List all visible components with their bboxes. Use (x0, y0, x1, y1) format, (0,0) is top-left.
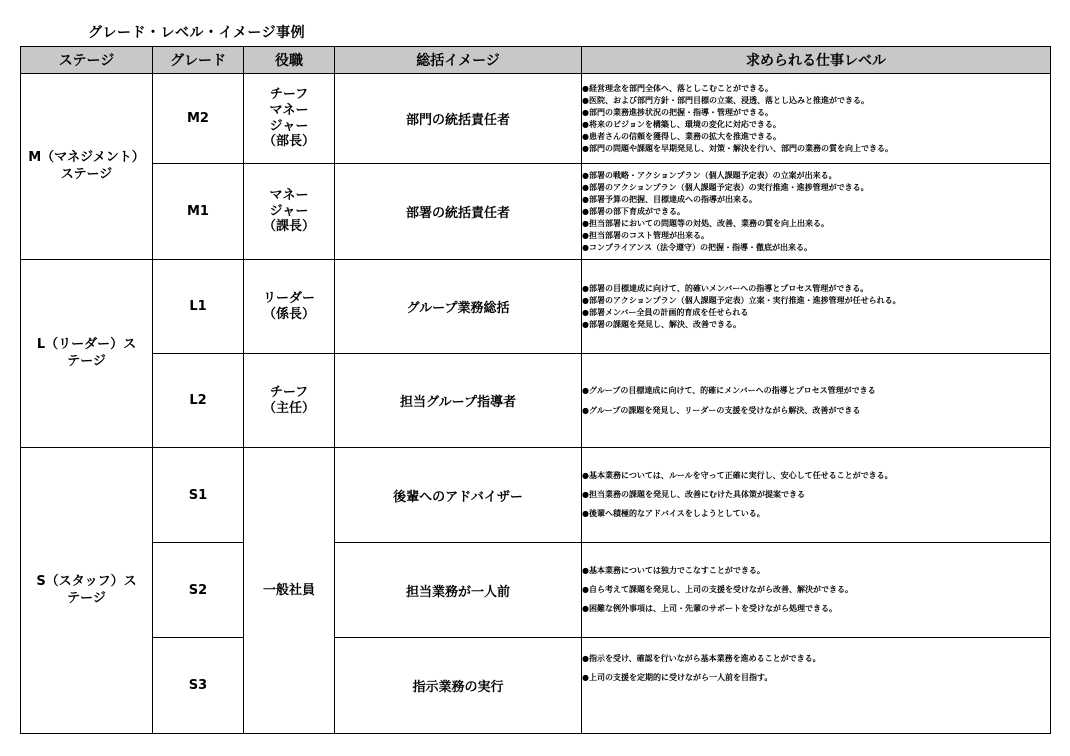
table-row (21, 164, 1051, 260)
requirements-cell (582, 448, 1051, 543)
requirements-cell (582, 354, 1051, 448)
requirement-item: ●後輩へ積極的なアドバイスをしようとしている。 (582, 509, 765, 518)
requirement-item: ●部署の戦略・アクションプラン（個人課題予定表）の立案が出来る。 (582, 170, 837, 180)
header-stage: ステージ (21, 47, 153, 74)
stage-label-line: L（リーダー）ス (36, 337, 137, 353)
requirement-item: ●部署の課題を発見し、解決、改善できる。 (582, 319, 741, 329)
summary-cell: 部署の統括責任者 (335, 164, 582, 260)
grade-cell: M1 (153, 164, 244, 260)
requirement-item: ●部署のアクションプラン（個人課題予定表）の実行推進・進捗管理ができる。 (582, 182, 869, 192)
role-cell (244, 164, 335, 260)
requirement-item: ●部署メンバー全員の計画的育成を任せられる (582, 307, 749, 317)
requirement-item: ●部門の業務進捗状況の把握・指導・管理ができる。 (582, 107, 773, 117)
table-header-row (21, 47, 1051, 74)
summary-cell: 指示業務の実行 (335, 638, 582, 734)
table-row (21, 354, 1051, 448)
requirement-item: ●部署の部下育成ができる。 (582, 206, 685, 216)
requirements-list (582, 470, 1050, 520)
summary-cell: 部門の統括責任者 (335, 74, 582, 164)
stage-label-line: ステージ (60, 166, 113, 182)
summary-cell: 後輩へのアドバイザー (335, 448, 582, 543)
table-row (21, 260, 1051, 354)
table-row (21, 638, 1051, 734)
summary-cell: 担当業務が一人前 (335, 543, 582, 638)
role-line: チーフ (269, 87, 309, 103)
requirement-item: ●上司の支援を定期的に受けながら一人前を目指す。 (582, 673, 773, 682)
requirement-item: ●部署予算の把握、目標達成への指導が出来る。 (582, 194, 757, 204)
summary-cell: グループ業務総括 (335, 260, 582, 354)
role-line: リーダー (262, 290, 315, 306)
requirement-item: ●指示を受け、確認を行いながら基本業務を進めることができる。 (582, 654, 821, 663)
role-cell (244, 448, 335, 734)
summary-cell: 担当グループ指導者 (335, 354, 582, 448)
requirements-cell (582, 543, 1051, 638)
page-title: グレード・レベル・イメージ事例 (88, 25, 306, 41)
stage-cell-l (21, 260, 153, 448)
role-line: ジャー (269, 118, 309, 134)
table-row (21, 543, 1051, 638)
requirements-list (582, 565, 1050, 615)
grade-cell: L1 (153, 260, 244, 354)
header-role: 役職 (244, 47, 335, 74)
requirement-item: ●基本業務については、ルールを守って正確に実行し、安心して任せることができる。 (582, 471, 893, 480)
role-line: （係長） (262, 306, 315, 322)
grade-cell: S1 (153, 448, 244, 543)
requirement-item: ●困難な例外事項は、上司・先輩のサポートを受けながら処理できる。 (582, 604, 837, 613)
stage-label-line: M（マネジメント） (28, 150, 145, 166)
requirement-item: ●医院、および部門方針・部門目標の立案、浸透、落とし込みと推進ができる。 (582, 95, 869, 105)
role-line: （課長） (262, 219, 315, 235)
grade-cell: S2 (153, 543, 244, 638)
requirement-item: ●経営理念を部門全体へ、落としこむことができる。 (582, 83, 773, 93)
requirement-item: ●部署の目標達成に向けて、的確いメンバーへの指導とプロセス管理ができる。 (582, 283, 869, 293)
role-line: 一般社員 (262, 582, 315, 598)
role-line: （主任） (262, 400, 315, 416)
requirements-cell (582, 638, 1051, 734)
table-row (21, 448, 1051, 543)
grade-cell: L2 (153, 354, 244, 448)
requirement-item: ●担当業務の課題を発見し、改善にむけた具体策が提案できる (582, 490, 805, 499)
requirement-item: ●担当部署においての問題等の対処、改善、業務の質を向上出来る。 (582, 218, 829, 228)
grade-cell: S3 (153, 638, 244, 734)
role-line: ジャー (269, 203, 309, 219)
grade-cell: M2 (153, 74, 244, 164)
requirement-item: ●グループの課題を発見し、リーダーの支援を受けながら解決、改善ができる (582, 405, 861, 415)
requirement-item: ●部門の問題や課題を早期発見し、対策・解決を行い、部門の業務の質を向上できる。 (582, 143, 893, 153)
requirement-item: ●グループの目標達成に向けて、的確にメンバーへの指導とプロセス管理ができる (582, 385, 876, 395)
stage-label-line: テージ (67, 353, 106, 369)
stage-label-line: S（スタッフ）ス (36, 574, 137, 590)
stage-cell-m (21, 74, 153, 260)
header-summary: 総括イメージ (335, 47, 582, 74)
table-row (21, 74, 1051, 164)
requirement-item: ●患者さんの信頼を獲得し、業務の拡大を推進できる。 (582, 131, 781, 141)
requirement-item: ●担当部署のコスト管理が出来る。 (582, 230, 709, 240)
requirement-item: ●部署のアクションプラン（個人課題予定表）立案・実行推進・進捗管理が任せられる。 (582, 295, 901, 305)
requirements-cell (582, 74, 1051, 164)
requirements-list (582, 385, 1050, 417)
grade-level-table (20, 46, 1051, 734)
requirements-list (582, 83, 1050, 155)
role-cell (244, 260, 335, 354)
header-requirements: 求められる仕事レベル (582, 47, 1051, 74)
role-line: チーフ (269, 384, 309, 400)
role-line: マネー (269, 102, 309, 118)
requirement-item: ●コンプライアンス（法令遵守）の把握・指導・徹底が出来る。 (582, 242, 812, 252)
role-line: （部長） (262, 134, 315, 150)
stage-cell-s (21, 448, 153, 734)
requirements-list (582, 283, 1050, 331)
requirement-item: ●自ら考えて課題を発見し、上司の支援を受けながら改善、解決ができる。 (582, 585, 853, 594)
role-line: マネー (269, 188, 309, 204)
requirements-list (582, 653, 1050, 684)
requirements-cell (582, 260, 1051, 354)
requirements-cell (582, 164, 1051, 260)
requirement-item: ●基本業務については独力でこなすことができる。 (582, 566, 765, 575)
header-grade: グレード (153, 47, 244, 74)
requirement-item: ●将来のビジョンを構築し、環境の変化に対応できる。 (582, 119, 781, 129)
role-cell (244, 74, 335, 164)
stage-label-line: テージ (67, 590, 106, 606)
role-cell (244, 354, 335, 448)
requirements-list (582, 170, 1050, 254)
